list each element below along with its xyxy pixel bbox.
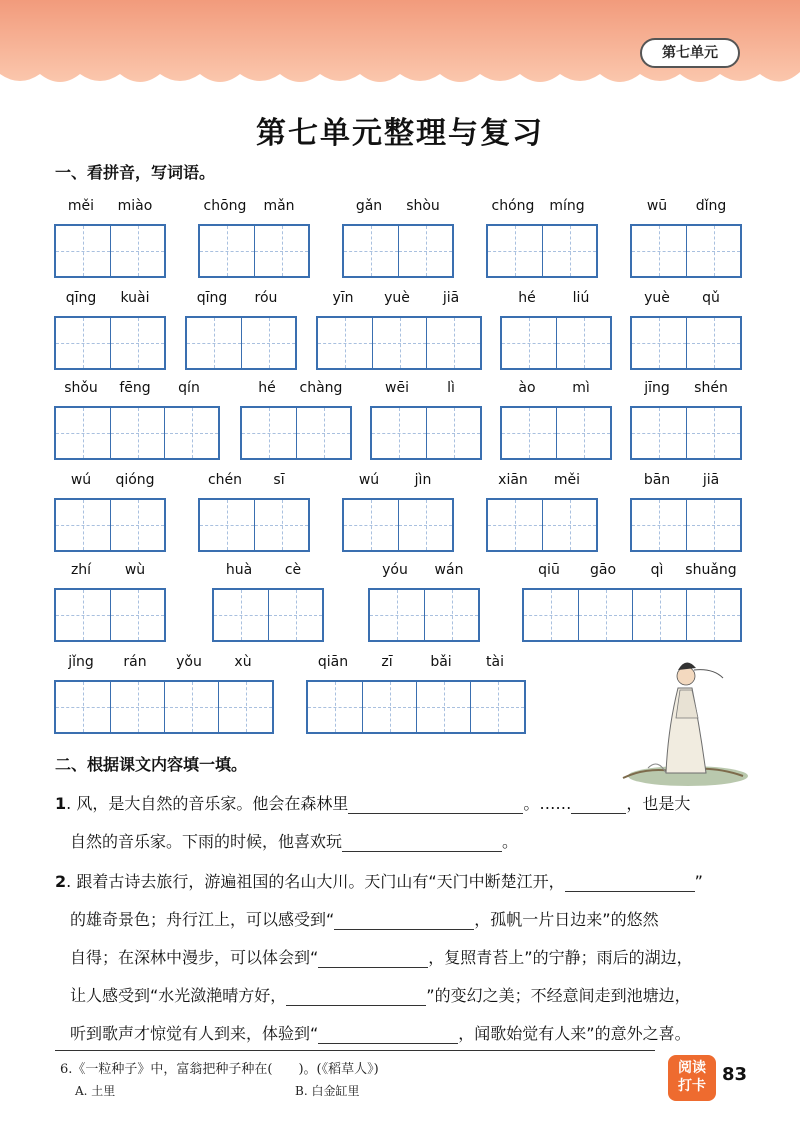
q2-line5: [70, 1024, 691, 1044]
writing-grid: [630, 406, 742, 460]
writing-grid: [54, 406, 220, 460]
writing-cell[interactable]: [502, 318, 556, 368]
writing-cell[interactable]: [56, 318, 110, 368]
q2-line2: [70, 910, 659, 930]
footer-option-b: B. 白金缸里: [295, 1084, 360, 1098]
poet-illustration: [618, 648, 748, 788]
reading-checkin-badge: [668, 1055, 716, 1101]
pinyin-syllable: gǎn: [355, 198, 383, 214]
pinyin-syllable: yuè: [644, 290, 670, 306]
writing-grid: [630, 316, 742, 370]
writing-cell[interactable]: [110, 590, 164, 640]
pinyin-syllable: wū: [646, 198, 668, 214]
writing-grid: [198, 224, 310, 278]
writing-cell[interactable]: [632, 226, 686, 276]
pinyin-syllable: xù: [234, 654, 252, 670]
writing-cell[interactable]: [502, 408, 556, 458]
writing-cell[interactable]: [110, 500, 164, 550]
writing-grid: [630, 498, 742, 552]
writing-cell[interactable]: [488, 500, 542, 550]
q1-text: 。: [502, 832, 519, 851]
page-title: 第七单元整理与复习: [256, 116, 544, 151]
writing-cell[interactable]: [632, 500, 686, 550]
pinyin-syllable: miào: [117, 198, 153, 214]
writing-grid: [306, 680, 526, 734]
pinyin-syllable: qiān: [317, 654, 349, 670]
writing-grid: [500, 316, 612, 370]
pinyin-syllable: jǐng: [68, 654, 94, 670]
writing-cell[interactable]: [488, 226, 542, 276]
pinyin-syllable: měi: [67, 198, 95, 214]
writing-grid: [240, 406, 352, 460]
q2-text: 听到歌声才惊觉有人到来，体验到“: [70, 1024, 319, 1043]
pinyin-syllable: chōng: [203, 198, 247, 214]
pinyin-syllable: hé: [518, 290, 536, 306]
pinyin-syllable: chàng: [299, 380, 343, 396]
q2-line4: [70, 986, 691, 1006]
writing-cell[interactable]: [308, 682, 362, 732]
writing-cell[interactable]: [254, 226, 308, 276]
writing-grid: [486, 498, 598, 552]
pinyin-syllable: yóu: [382, 562, 408, 578]
writing-cell[interactable]: [398, 500, 452, 550]
q1-text: ，也是大: [626, 794, 691, 813]
writing-cell[interactable]: [200, 500, 254, 550]
pinyin-syllable: shuǎng: [685, 562, 737, 578]
pinyin-syllable: yuè: [384, 290, 410, 306]
pinyin-syllable: qiū: [538, 562, 560, 578]
writing-grid: [342, 498, 454, 552]
q1-text: 自然的音乐家。下雨的时候，他喜欢玩: [70, 832, 343, 851]
badge-line-2: 打卡: [678, 1078, 706, 1094]
writing-grid: [198, 498, 310, 552]
pinyin-syllable: liú: [572, 290, 590, 306]
writing-cell[interactable]: [164, 682, 218, 732]
writing-grid: [185, 316, 297, 370]
writing-cell[interactable]: [110, 318, 164, 368]
footer-option-a: A. 土里: [75, 1084, 116, 1098]
writing-grid: [486, 224, 598, 278]
writing-cell[interactable]: [632, 590, 686, 640]
writing-cell[interactable]: [426, 408, 480, 458]
q1-line1: [55, 794, 690, 814]
writing-cell[interactable]: [110, 408, 164, 458]
writing-cell[interactable]: [56, 500, 110, 550]
pinyin-syllable: wú: [358, 472, 380, 488]
writing-cell[interactable]: [470, 682, 524, 732]
pinyin-syllable: qióng: [115, 472, 155, 488]
writing-cell[interactable]: [686, 500, 740, 550]
pinyin-syllable: dǐng: [695, 198, 727, 214]
writing-grid: [54, 588, 166, 642]
q2-text: ”的变幻之美；不经意间走到池塘边，: [426, 986, 691, 1005]
q2-blank-5[interactable]: [318, 1026, 458, 1044]
writing-cell[interactable]: [56, 408, 110, 458]
section2-heading: 二、根据课文内容填一填。: [55, 755, 248, 774]
pinyin-syllable: zī: [381, 654, 393, 670]
pinyin-syllable: gāo: [589, 562, 617, 578]
writing-cell[interactable]: [56, 682, 110, 732]
writing-cell[interactable]: [686, 408, 740, 458]
page-number: 83: [722, 1064, 748, 1085]
writing-cell[interactable]: [556, 318, 610, 368]
pinyin-syllable: qīng: [196, 290, 228, 306]
unit-tab: 第七单元: [640, 38, 740, 68]
writing-cell[interactable]: [686, 318, 740, 368]
writing-cell[interactable]: [296, 408, 350, 458]
writing-grid: [54, 224, 166, 278]
writing-grid: [370, 406, 482, 460]
section1-heading: 一、看拼音，写词语。: [55, 163, 216, 182]
writing-cell[interactable]: [372, 318, 426, 368]
q2-line3: [70, 948, 693, 968]
writing-cell[interactable]: [214, 590, 268, 640]
pinyin-syllable: shòu: [406, 198, 440, 214]
pinyin-syllable: sī: [273, 472, 285, 488]
writing-cell[interactable]: [632, 318, 686, 368]
q2-line1: [55, 872, 703, 892]
writing-cell[interactable]: [398, 226, 452, 276]
pinyin-syllable: mǎn: [263, 198, 295, 214]
pinyin-syllable: mì: [572, 380, 590, 396]
q2-blank-2[interactable]: [334, 912, 474, 930]
q2-text: ，孤帆一片日边来”的悠然: [474, 910, 659, 929]
writing-grid: [54, 680, 274, 734]
q1-number: 1: [55, 794, 67, 813]
pinyin-syllable: wú: [70, 472, 92, 488]
pinyin-syllable: yīn: [332, 290, 354, 306]
footer-divider: [55, 1050, 655, 1051]
q2-text: 让人感受到“水光潋滟晴方好，: [70, 986, 287, 1005]
writing-grid: [522, 588, 742, 642]
pinyin-syllable: wán: [434, 562, 464, 578]
pinyin-syllable: měi: [553, 472, 581, 488]
writing-grid: [54, 498, 166, 552]
pinyin-syllable: chén: [207, 472, 243, 488]
writing-cell[interactable]: [200, 226, 254, 276]
pinyin-syllable: yǒu: [176, 654, 202, 670]
writing-cell[interactable]: [254, 500, 308, 550]
writing-cell[interactable]: [241, 318, 295, 368]
pinyin-syllable: huà: [225, 562, 253, 578]
pinyin-syllable: róu: [254, 290, 278, 306]
pinyin-syllable: hé: [258, 380, 276, 396]
pinyin-syllable: xiān: [498, 472, 528, 488]
pinyin-syllable: bān: [643, 472, 671, 488]
writing-grid: [54, 316, 166, 370]
writing-cell[interactable]: [416, 682, 470, 732]
footer-question: 6.《一粒种子》中，富翁把种子种在( )。(《稻草人》): [60, 1062, 379, 1077]
q2-text: . 跟着古诗去旅行，游遍祖国的名山大川。天门山有“天门中断楚江开，: [66, 872, 565, 891]
writing-cell[interactable]: [218, 682, 272, 732]
q1-line2: [70, 832, 518, 852]
writing-cell[interactable]: [344, 226, 398, 276]
writing-cell[interactable]: [426, 318, 480, 368]
pinyin-syllable: bǎi: [430, 654, 452, 670]
q2-text: ，闻歌始觉有人来”的意外之喜。: [458, 1024, 691, 1043]
pinyin-syllable: wù: [124, 562, 146, 578]
pinyin-syllable: fēng: [119, 380, 151, 396]
pinyin-syllable: tài: [486, 654, 504, 670]
writing-cell[interactable]: [632, 408, 686, 458]
pinyin-syllable: míng: [549, 198, 585, 214]
pinyin-syllable: qǔ: [702, 290, 720, 306]
pinyin-syllable: jiā: [702, 472, 720, 488]
pinyin-syllable: jìn: [414, 472, 432, 488]
writing-cell[interactable]: [686, 226, 740, 276]
writing-cell[interactable]: [686, 590, 740, 640]
badge-line-1: 阅读: [678, 1060, 706, 1076]
writing-cell[interactable]: [268, 590, 322, 640]
pinyin-syllable: qì: [650, 562, 664, 578]
writing-cell[interactable]: [318, 318, 372, 368]
writing-cell[interactable]: [362, 682, 416, 732]
pinyin-syllable: kuài: [120, 290, 150, 306]
writing-cell[interactable]: [524, 590, 578, 640]
writing-cell[interactable]: [242, 408, 296, 458]
q1-blank-1[interactable]: [348, 796, 523, 814]
pinyin-syllable: qín: [178, 380, 200, 396]
writing-grid: [630, 224, 742, 278]
q1-text: . 风，是大自然的音乐家。他会在森林里: [66, 794, 349, 813]
writing-cell[interactable]: [110, 226, 164, 276]
pinyin-syllable: wēi: [385, 380, 409, 396]
writing-cell[interactable]: [370, 590, 424, 640]
pinyin-syllable: shén: [694, 380, 728, 396]
q2-number: 2: [55, 872, 67, 891]
writing-cell[interactable]: [110, 682, 164, 732]
writing-cell[interactable]: [187, 318, 241, 368]
q2-text: ”: [694, 872, 703, 891]
writing-cell[interactable]: [542, 500, 596, 550]
pinyin-syllable: zhí: [70, 562, 92, 578]
q2-blank-3[interactable]: [318, 950, 428, 968]
pinyin-syllable: jiā: [442, 290, 460, 306]
pinyin-syllable: cè: [284, 562, 302, 578]
writing-cell[interactable]: [372, 408, 426, 458]
q2-blank-1[interactable]: [565, 874, 695, 892]
writing-cell[interactable]: [556, 408, 610, 458]
pinyin-syllable: chóng: [491, 198, 535, 214]
writing-cell[interactable]: [344, 500, 398, 550]
pinyin-syllable: lì: [447, 380, 455, 396]
q2-text: 的雄奇景色；舟行江上，可以感受到“: [70, 910, 335, 929]
q2-blank-4[interactable]: [286, 988, 426, 1006]
pinyin-syllable: shǒu: [64, 380, 98, 396]
pinyin-syllable: ào: [518, 380, 536, 396]
pinyin-syllable: jīng: [644, 380, 670, 396]
q2-text: ，复照青苔上”的宁静；雨后的湖边，: [428, 948, 693, 967]
writing-grid: [342, 224, 454, 278]
q1-text: 。……: [523, 794, 572, 813]
writing-grid: [316, 316, 482, 370]
writing-grid: [368, 588, 480, 642]
q1-blank-3[interactable]: [342, 834, 502, 852]
q1-blank-2[interactable]: [571, 796, 626, 814]
writing-cell[interactable]: [578, 590, 632, 640]
writing-grid: [500, 406, 612, 460]
writing-grid: [212, 588, 324, 642]
pinyin-syllable: qīng: [65, 290, 97, 306]
writing-cell[interactable]: [542, 226, 596, 276]
writing-cell[interactable]: [56, 226, 110, 276]
writing-cell[interactable]: [424, 590, 478, 640]
q2-text: 自得；在深林中漫步，可以体会到“: [70, 948, 319, 967]
pinyin-syllable: rán: [123, 654, 147, 670]
writing-cell[interactable]: [56, 590, 110, 640]
writing-cell[interactable]: [164, 408, 218, 458]
